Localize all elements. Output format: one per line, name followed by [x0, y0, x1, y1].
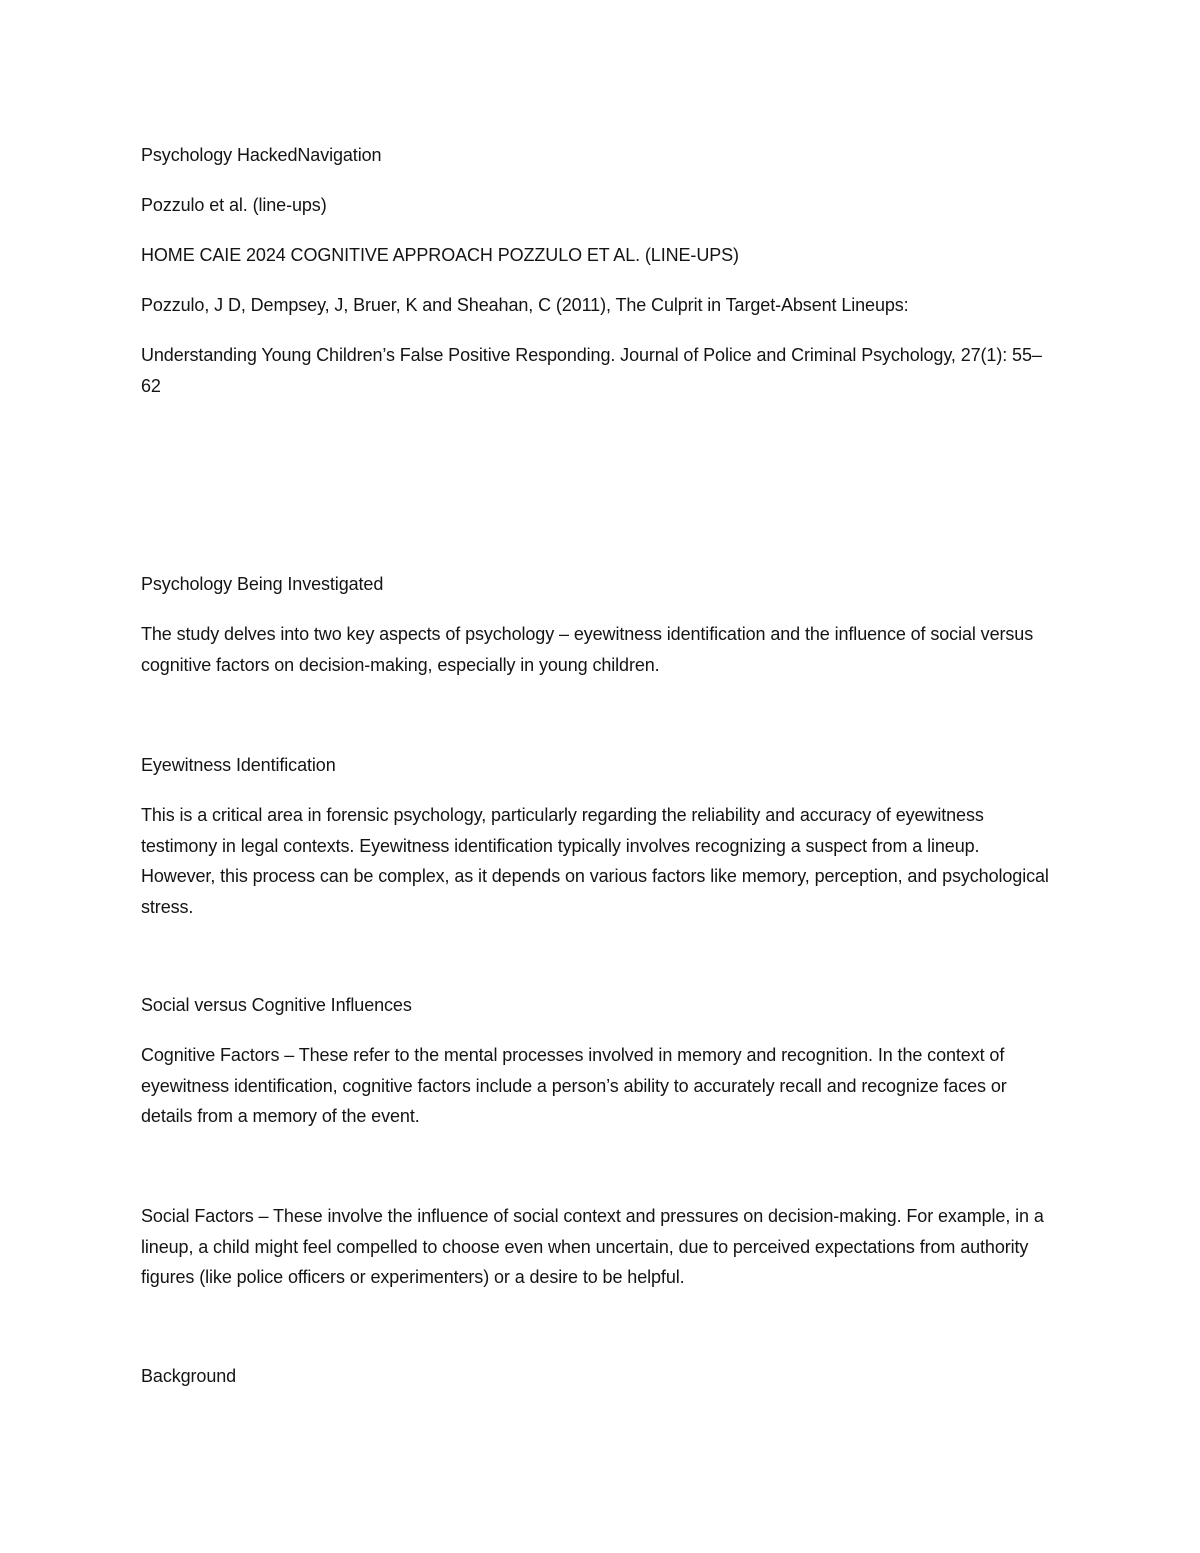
section-body-psychology-investigated: The study delves into two key aspects of psychology – eyewitness identification and the influence of social versus cognitive factors on decision-making, especially in young children. — [141, 624, 1034, 675]
page-title: Pozzulo et al. (line-ups) — [141, 195, 327, 215]
breadcrumb: HOME CAIE 2024 COGNITIVE APPROACH POZZULO ET AL. (LINE-UPS) — [141, 245, 739, 265]
section-heading-eyewitness-identification: Eyewitness Identification — [141, 755, 336, 775]
citation-line-1: Pozzulo, J D, Dempsey, J, Bruer, K and Sheahan, C (2011), The Culprit in Target-Absent Lineups: — [141, 295, 909, 315]
section-heading-social-cognitive: Social versus Cognitive Influences — [141, 995, 412, 1015]
section-body-social-factors: Social Factors – These involve the influence of social context and pressures on decision-making. For example, in a lineup, a child might feel compelled to choose even when uncertain, due to perceived expectations from authority figures (like police officers or experimenters) or a desire to be helpful. — [141, 1206, 1044, 1287]
citation-line-2: Understanding Young Children’s False Positive Responding. Journal of Police and Criminal Psychology, 27(1): 55–62 — [141, 345, 1042, 396]
section-heading-psychology-investigated: Psychology Being Investigated — [141, 574, 384, 594]
section-body-eyewitness-identification: This is a critical area in forensic psychology, particularly regarding the reliability and accuracy of eyewitness testimony in legal contexts. Eyewitness identification typically involves recognizing a suspect from a lineup. However, this process can be complex, as it depends on various factors like memory, perception, and psychological stress. — [141, 805, 1049, 917]
section-body-cognitive-factors: Cognitive Factors – These refer to the mental processes involved in memory and recognition. In the context of eyewitness identification, cognitive factors include a person’s ability to accurately recall and recognize faces or details from a memory of the event. — [141, 1045, 1007, 1126]
section-heading-background: Background — [141, 1366, 237, 1386]
site-header-text: Psychology HackedNavigation — [141, 145, 382, 165]
